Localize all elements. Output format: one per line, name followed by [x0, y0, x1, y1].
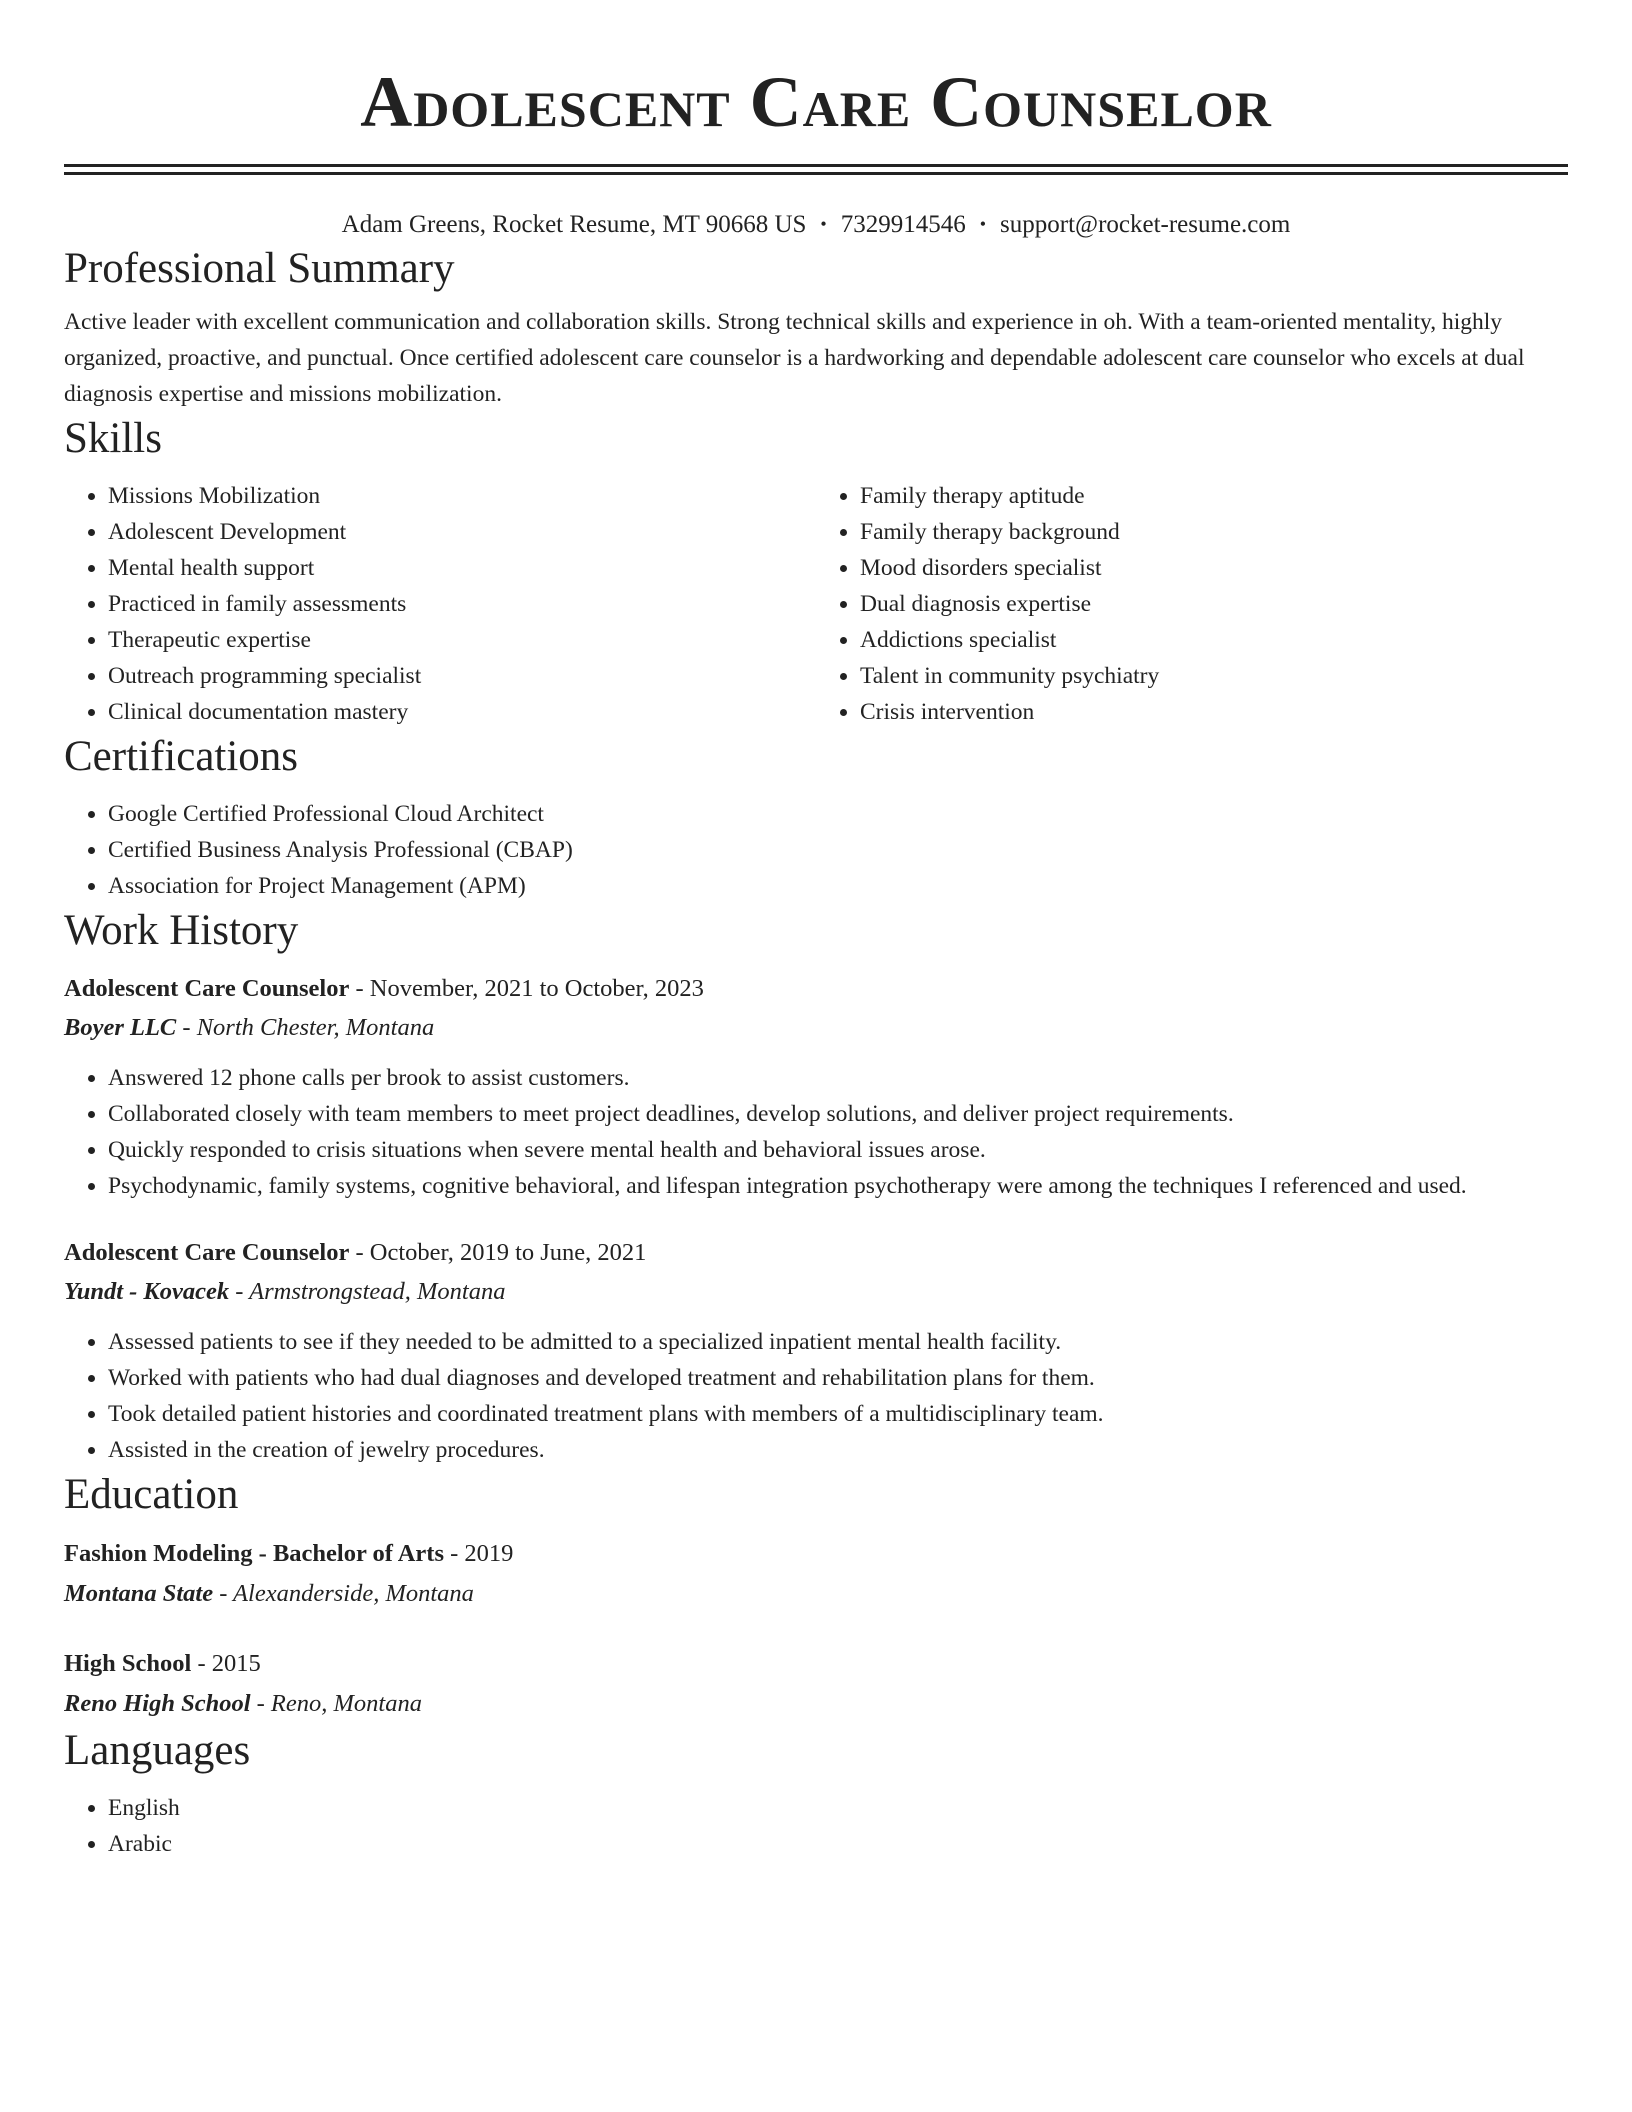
- education-school-line: [64, 1684, 1568, 1724]
- contact-separator: •: [979, 214, 987, 234]
- job-entry: [64, 1234, 1568, 1468]
- language-item: • Arabic: [108, 1826, 1568, 1862]
- education-degree-line: [64, 1534, 1568, 1574]
- languages-list: [64, 1790, 1568, 1862]
- education-school-line: [64, 1574, 1568, 1614]
- education-year: - 2019: [443, 1540, 514, 1567]
- job-duty-item: • Took detailed patient histories and coordinated treatment plans with members of a multidisciplinary team.: [108, 1396, 1568, 1432]
- certification-item: • Certified Business Analysis Professional (CBAP): [108, 832, 1568, 868]
- summary-text: Active leader with excellent communication and collaboration skills. Strong technical skills and experience in oh. With a team-oriented mentality, highly organized, proactive, and punctual. Once certified adolescent care counselor is a hardworking and dependable adolescent care counselor who excels at dual diagnosis expertise and missions mobilization.: [64, 309, 1525, 407]
- contact-line: [64, 209, 1568, 242]
- skills-list-left: [64, 478, 816, 730]
- skill-item: • Therapeutic expertise: [108, 622, 816, 658]
- job-duty-item: • Quickly responded to crisis situations when severe mental health and behavioral issues arose.: [108, 1132, 1568, 1168]
- job-location: - North Chester, Montana: [176, 1014, 435, 1041]
- education-location: - Reno, Montana: [250, 1690, 422, 1717]
- skill-item: • Addictions specialist: [860, 622, 1568, 658]
- skill-item: • Dual diagnosis expertise: [860, 586, 1568, 622]
- education-location: - Alexanderside, Montana: [213, 1580, 474, 1607]
- summary-heading: Professional Summary: [64, 245, 455, 292]
- job-company: Yundt - Kovacek: [64, 1278, 230, 1305]
- job-entry: [64, 970, 1568, 1204]
- skill-item: • Family therapy aptitude: [860, 478, 1568, 514]
- language-item: • English: [108, 1790, 1568, 1826]
- job-duties-list: [64, 1060, 1568, 1204]
- job-location: - Armstrongstead, Montana: [229, 1278, 506, 1305]
- contact-email: support@rocket-resume.com: [1000, 211, 1291, 238]
- job-company-line: [64, 1008, 1568, 1048]
- contact-address: Adam Greens, Rocket Resume, MT 90668 US: [341, 211, 807, 238]
- skill-item: • Outreach programming specialist: [108, 658, 816, 694]
- certifications-heading: Certifications: [64, 733, 299, 780]
- contact-phone: 7329914546: [840, 211, 966, 238]
- education-degree: Fashion Modeling - Bachelor of Arts: [64, 1540, 444, 1567]
- certifications-list: [64, 796, 1568, 904]
- skills-list-right: [816, 478, 1568, 730]
- page-title: Adolescent Care Counselor: [360, 62, 1272, 142]
- skills-heading: Skills: [64, 415, 162, 462]
- job-title: Adolescent Care Counselor: [64, 1239, 350, 1266]
- job-duty-item: • Answered 12 phone calls per brook to assist customers.: [108, 1060, 1568, 1096]
- skills-columns: [64, 478, 1568, 730]
- job-duty-item: • Collaborated closely with team members to meet project deadlines, develop solutions, and deliver project requirements.: [108, 1096, 1568, 1132]
- job-duty-item: • Assisted in the creation of jewelry procedures.: [108, 1432, 1568, 1468]
- education-school: Montana State: [64, 1580, 214, 1607]
- languages-heading: Languages: [64, 1727, 251, 1774]
- contact-separator: •: [820, 214, 827, 234]
- skill-item: • Missions Mobilization: [108, 478, 816, 514]
- job-duties-list: [64, 1324, 1568, 1468]
- certification-item: • Association for Project Management (APM): [108, 868, 1568, 904]
- job-duty-item: • Worked with patients who had dual diagnoses and developed treatment and rehabilitation plans for them.: [108, 1360, 1568, 1396]
- job-title-line: [64, 1234, 1568, 1272]
- job-title-line: [64, 970, 1568, 1008]
- job-company-line: [64, 1272, 1568, 1312]
- skill-item: • Clinical documentation mastery: [108, 694, 816, 730]
- skill-item: • Mood disorders specialist: [860, 550, 1568, 586]
- education-school: Reno High School: [64, 1690, 251, 1717]
- skill-item: • Crisis intervention: [860, 694, 1568, 730]
- education-degree: High School: [64, 1650, 192, 1677]
- skill-item: • Adolescent Development: [108, 514, 816, 550]
- title-divider: [64, 164, 1568, 175]
- job-company: Boyer LLC: [64, 1014, 177, 1041]
- job-dates: - October, 2019 to June, 2021: [349, 1239, 647, 1266]
- education-heading: Education: [64, 1471, 239, 1518]
- education-entry: [64, 1644, 1568, 1724]
- education-degree-line: [64, 1644, 1568, 1684]
- skill-item: • Mental health support: [108, 550, 816, 586]
- education-entry: [64, 1534, 1568, 1614]
- skill-item: • Practiced in family assessments: [108, 586, 816, 622]
- skill-item: • Talent in community psychiatry: [860, 658, 1568, 694]
- job-duty-item: • Assessed patients to see if they needed to be admitted to a specialized inpatient mental health facility.: [108, 1324, 1568, 1360]
- certification-item: • Google Certified Professional Cloud Architect: [108, 796, 1568, 832]
- job-dates: - November, 2021 to October, 2023: [349, 975, 704, 1002]
- job-title: Adolescent Care Counselor: [64, 975, 350, 1002]
- education-year: - 2015: [191, 1650, 261, 1677]
- job-duty-item: • Psychodynamic, family systems, cognitive behavioral, and lifespan integration psychotherapy were among the techniques I referenced and used.: [108, 1168, 1568, 1204]
- skill-item: • Family therapy background: [860, 514, 1568, 550]
- work-history-heading: Work History: [64, 907, 299, 954]
